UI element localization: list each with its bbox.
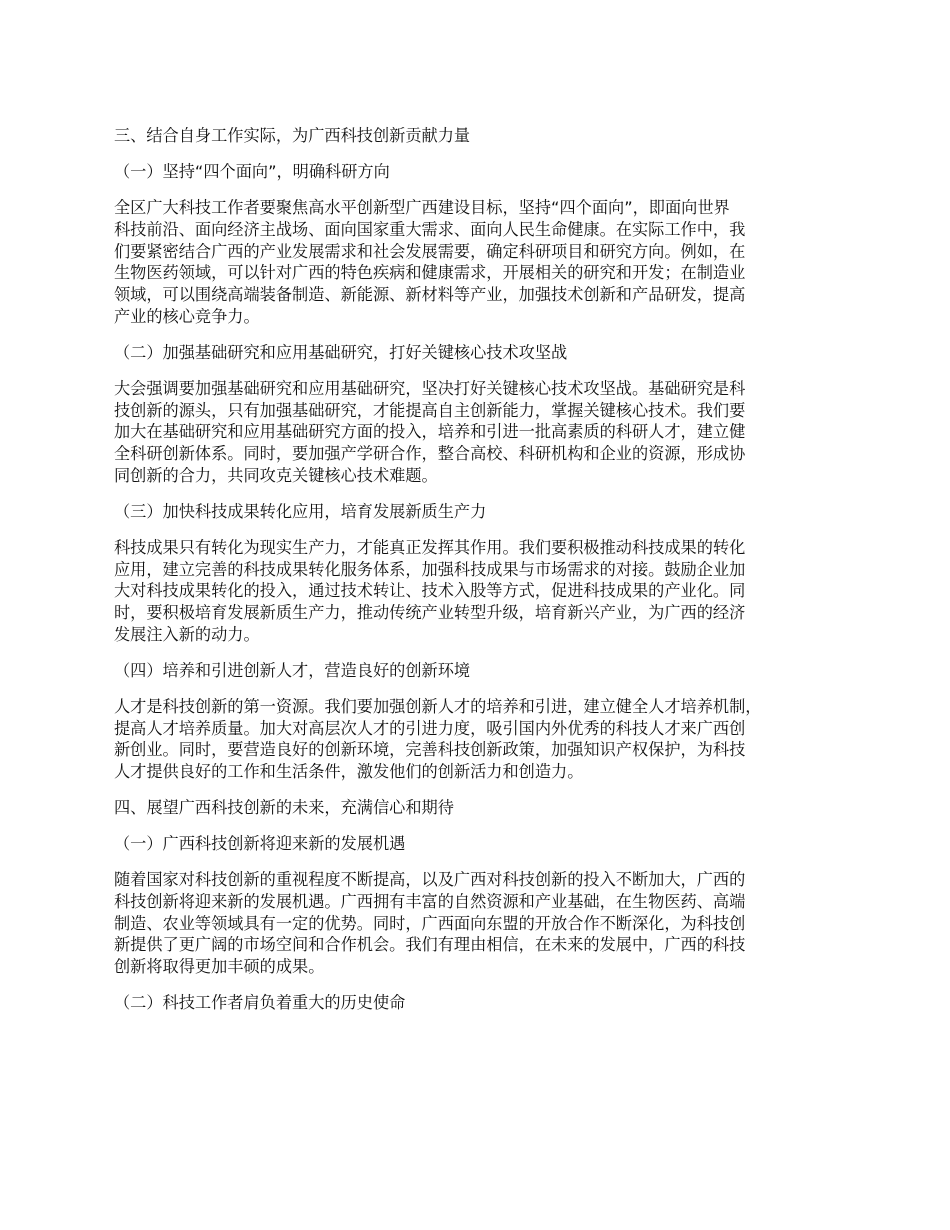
- paragraph-line: 技创新的源头，只有加强基础研究，才能提高自主创新能力，掌握关键核心技术。我们要: [114, 400, 746, 420]
- subsection-heading: （二）加强基础研究和应用基础研究，打好关键核心技术攻坚战: [114, 342, 568, 362]
- paragraph-line: 全科研创新体系。同时，要加强产学研合作，整合高校、科研机构和企业的资源，形成协: [114, 444, 746, 464]
- paragraph-line: 产业的核心竞争力。: [114, 306, 260, 326]
- subsection-heading: （一）广西科技创新将迎来新的发展机遇: [114, 833, 406, 853]
- paragraph-line: 制造、农业等领域具有一定的优势。同时，广西面向东盟的开放合作不断深化，为科技创: [114, 913, 746, 933]
- paragraph-line: 科技前沿、面向经济主战场、面向国家重大需求、面向人民生命健康。在实际工作中，我: [114, 219, 746, 239]
- paragraph: [114, 537, 844, 646]
- section-heading: 三、结合自身工作实际，为广西科技创新贡献力量: [114, 126, 471, 145]
- paragraph-line: 科技创新将迎来新的发展机遇。广西拥有丰富的自然资源和产业基础，在生物医药、高端: [114, 891, 746, 911]
- section-heading: 四、展望广西科技创新的未来，充满信心和期待: [114, 797, 454, 817]
- paragraph: [114, 197, 844, 328]
- subsection-heading: （三）加快科技成果转化应用，培育发展新质生产力: [114, 501, 487, 521]
- document-page: [114, 125, 844, 1028]
- paragraph-line: 加大在基础研究和应用基础研究方面的投入，培养和引进一批高素质的科研人才，建立健: [114, 422, 746, 442]
- paragraph-line: 大会强调要加强基础研究和应用基础研究，坚决打好关键核心技术攻坚战。基础研究是科: [114, 378, 746, 398]
- paragraph: [114, 869, 844, 978]
- paragraph-line: 创新将取得更加丰硕的成果。: [114, 957, 325, 977]
- paragraph-line: 时，要积极培育发展新质生产力，推动传统产业转型升级，培育新兴产业，为广西的经济: [114, 603, 746, 623]
- paragraph: [114, 696, 844, 783]
- paragraph-line: 发展注入新的动力。: [114, 624, 260, 644]
- paragraph-line: 提高人才培养质量。加大对高层次人才的引进力度，吸引国内外优秀的科技人才来广西创: [114, 718, 746, 738]
- paragraph-line: 大对科技成果转化的投入，通过技术转让、技术入股等方式，促进科技成果的产业化。同: [114, 581, 746, 601]
- paragraph-line: 新提供了更广阔的市场空间和合作机会。我们有理由相信，在未来的发展中，广西的科技: [114, 935, 746, 955]
- paragraph: [114, 378, 844, 487]
- paragraph-line: 领域，可以围绕高端装备制造、新能源、新材料等产业，加强技术创新和产品研发，提高: [114, 285, 746, 305]
- paragraph-line: 新创业。同时，要营造良好的创新环境，完善科技创新政策，加强知识产权保护，为科技: [114, 740, 746, 760]
- paragraph-line: 人才提供良好的工作和生活条件，激发他们的创新活力和创造力。: [114, 762, 584, 782]
- paragraph-line: 同创新的合力，共同攻克关键核心技术难题。: [114, 465, 438, 485]
- subsection-heading: （四）培养和引进创新人才，营造良好的创新环境: [114, 660, 471, 680]
- paragraph-line: 们要紧密结合广西的产业发展需求和社会发展需要，确定科研项目和研究方向。例如，在: [114, 241, 746, 261]
- subsection-heading: （二）科技工作者肩负着重大的历史使命: [114, 992, 406, 1012]
- paragraph-line: 人才是科技创新的第一资源。我们要加强创新人才的培养和引进，建立健全人才培养机制，: [114, 696, 762, 716]
- paragraph-line: 科技成果只有转化为现实生产力，才能真正发挥其作用。我们要积极推动科技成果的转化: [114, 537, 746, 557]
- paragraph-line: 应用，建立完善的科技成果转化服务体系，加强科技成果与市场需求的对接。鼓励企业加: [114, 559, 746, 579]
- subsection-heading: （一）坚持“四个面向”，明确科研方向: [114, 162, 390, 181]
- paragraph-line: 生物医药领域，可以针对广西的特色疾病和健康需求，开展相关的研究和开发；在制造业: [114, 263, 746, 283]
- paragraph-line: 随着国家对科技创新的重视程度不断提高，以及广西对科技创新的投入不断加大，广西的: [114, 869, 746, 889]
- paragraph-line: 全区广大科技工作者要聚焦高水平创新型广西建设目标，坚持“四个面向”，即面向世界: [114, 198, 730, 217]
